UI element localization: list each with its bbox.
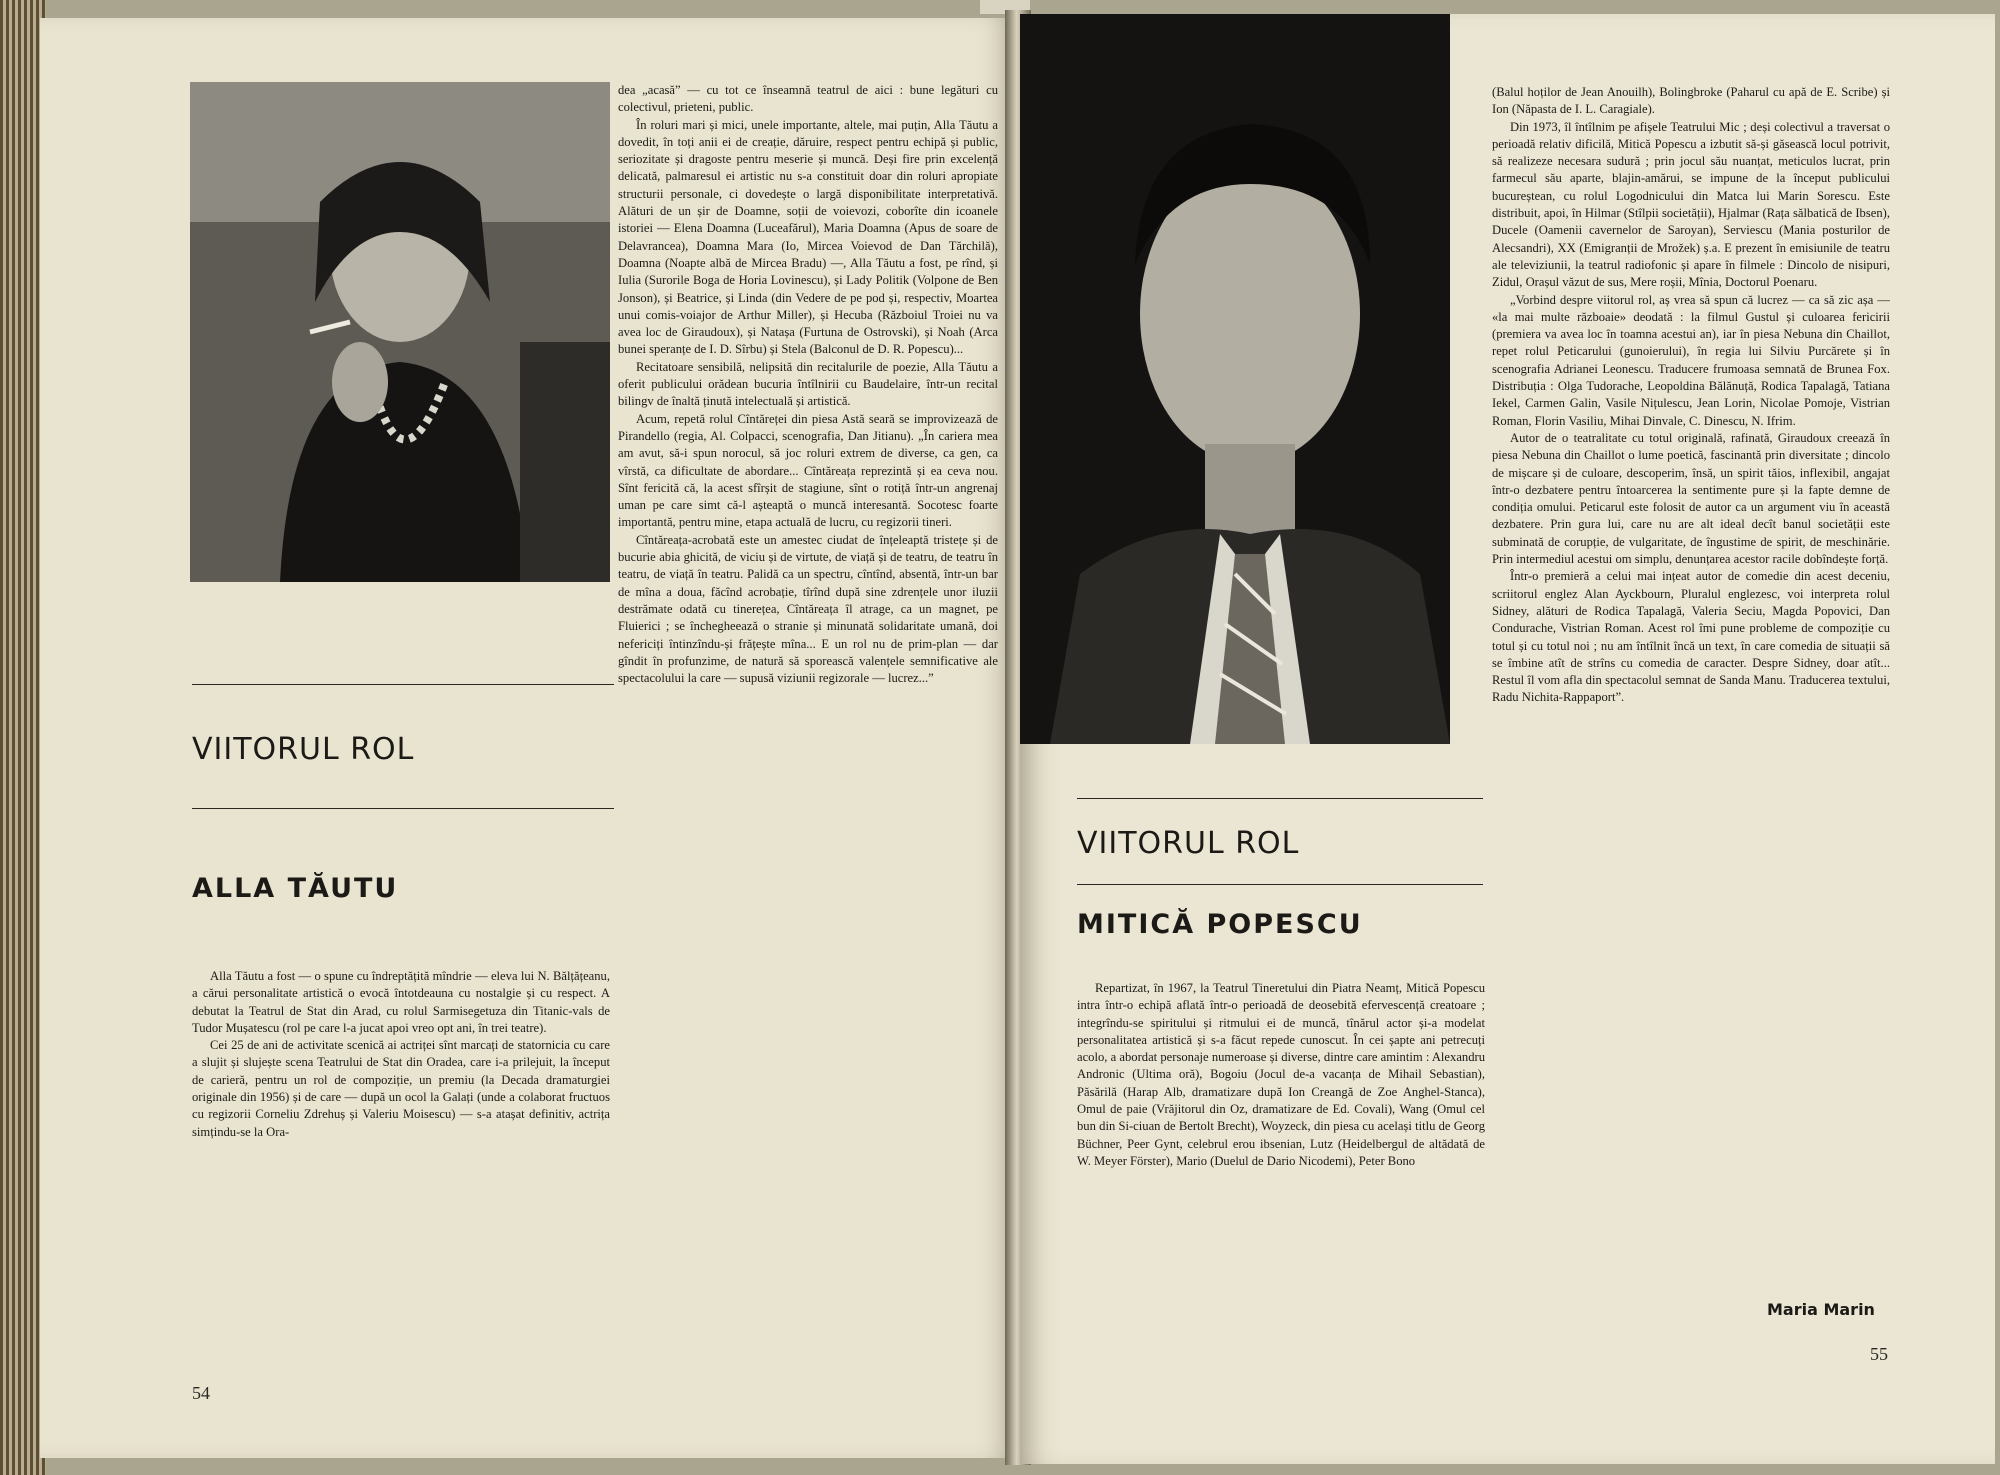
paragraph: Cei 25 de ani de activitate scenică ai actriței sînt marcați de statornicia cu care a slujit și slujește scena Teatrului de Stat din Oradea, care i-a prilejuit, la început de carieră, pentru un rol de compoziție, un premiu (la Decada dramaturgiei originale din 1956) și de care — după un ocol la Galați (unde a colaborat fructuos cu regizorii Corneliu Zdrehuș și Valeriu Moisescu) — s-a atașat definitiv, actrița simțindu-se la Ora- — [192, 1038, 610, 1139]
paragraph: Cîntăreața-acrobată este un amestec ciudat de înțeleaptă tristețe și de bucurie abia ghicită, de viciu și de virtute, de viață și de teatru, de teatru în teatru, de viață în teatru. Palidă ca un spectru, cîntînd, absentă, într-un bar de mîna a doua, făcînd acrobație, tîrînd după sine zdrențele unor iluzii destrămate odată cu tinerețea, Cîntăreața îl atrage, ca un magnet, pe Fluierici ; se închegheează o stranie și minunată solidaritate umană, doi nefericiți întinzîndu-și frățește mîna... E un rol nu de prim-plan — dar gîndit în profunzime, de natură să sporească valențele semnificative ale spectacolului la care — supusă viziunii regizorale — lucrez...” — [618, 532, 998, 686]
paragraph: În roluri mari și mici, unele importante, altele, mai puțin, Alla Tăutu a dovedit, în toți anii ei de creație, dăruire, respect pentru echipă și public, seriozitate și dragoste pentru meserie și muncă. Deși fire prin excelență delicată, palmaresul ei artistic nu s-a constituit doar din roluri apropiate structurii personale, ci dovedește o largă disponibilitate interpretativă. Alături de un șir de Doamne, soții de voievozi, coborîte din icoanele istoriei — Elena Doamna (Luceafărul), Maria Doamna (Apus de soare de Delavrancea), Doamna Mara (Io, Mircea Voievod de Dan Tărchilă), Doamna (Noapte albă de Mircea Bradu) —, Alla Tăutu a fost, pe rînd, și Iulia (Surorile Boga de Horia Lovinescu), și Lady Politik (Volpone de Ben Jonson), și Beatrice, și Linda (din Vedere de pe pod și, respectiv, Moartea unui comis-voiajor de Arthur Miller), și Hecuba (Războiul Troiei nu va avea loc de Giraudoux), și Natașa (Furtuna de Ostrovski), și Noah (Arca bunei speranțe de I. D. Sîrbu) și Stela (Balconul de D. R. Popescu)... — [618, 117, 998, 357]
paragraph: (Balul hoților de Jean Anouilh), Bolingbroke (Paharul cu apă de E. Scribe) și Ion (Năpasta de I. L. Caragiale). — [1492, 85, 1890, 117]
paragraph: Repartizat, în 1967, la Teatrul Tineretului din Piatra Neamț, Mitică Popescu intra într-o echipă aflată într-o perioadă de deosebită efervescență creatoare ; integrîndu-se spiritului și ritmului ei de muncă, tînărul actor și-a modelat personalitatea artistică și s-a făcut repede cunoscut. În cei șapte ani petrecuți acolo, a abordat personaje numeroase și diverse, dintre care amintim : Alexandru Andronic (Ultima oră), Bogoiu (Jocul de-a vacanța de Mihail Sebastian), Păsărilă (Harap Alb, dramatizare după Ion Creangă de Zoe Anghel-Stanca), Omul de paie (Vrăjitorul din Oz, dramatizare de Ed. Covali), Wang (Omul cel bun din Si-ciuan de Bertolt Brecht), Woyzeck, din piesa cu același titlu de Georg Büchner, Peer Gynt, celebrul erou ibsenian, Lutz (Heidelbergul de altădată de W. Meyer Förster), Mario (Duelul de Dario Nicodemi), Peter Bono — [1077, 981, 1485, 1168]
actor-name: MITICĂ POPESCU — [1077, 909, 1363, 940]
paragraph: Într-o premieră a celui mai ințeat autor de comedie din acest deceniu, scriitorul englez Alan Ayckbourn, Pluralul englezesc, voi interpreta rolul Sidney, alături de Rodica Tapalagă, Valeria Seciu, Magda Popovici, Dan Condurache, Vistrian Roman. Acest rol îmi pune probleme de compoziție cu totul și cu totul noi ; nu am întîlnit încă un text, în care comedia de situații să se îmbine atît de strîns cu comedia de caracter. Despre Sidney, doar atît... Restul îl vom afla din spectacolul semnat de Sanda Manu. Traducerea textului, Radu Nichita-Rappaport”. — [1492, 569, 1890, 705]
paragraph: Acum, repetă rolul Cîntăreței din piesa Astă seară se improvizează de Pirandello (regia, Al. Colpacci, scenografia, Dan Jitianu). „În cariera mea am avut, să-i spun norocul, să joc roluri extrem de diverse, ca gen, ca vîrstă, ca dificultate de abordare... Cîntăreața reprezintă și ea ceva nou. Sînt fericită că, la acest sfîrșit de stagiune, sînt o rotiță într-un angrenaj uman pe care simt că-l așteaptă o muncă interesantă. Socotesc foarte importantă, pentru mine, etapa actuală de lucru, cu regizorii tineri. — [618, 411, 998, 530]
right-page — [1020, 14, 1995, 1464]
photo-image — [1020, 14, 1450, 744]
article-column-2 — [1492, 84, 1890, 1259]
actor-name: ALLA TĂUTU — [192, 873, 399, 904]
divider — [192, 684, 614, 685]
page-number: 55 — [1870, 1344, 1888, 1364]
article-column-1 — [192, 968, 610, 1358]
portrait-photo-woman-smoking — [190, 82, 610, 582]
paragraph: Autor de o teatralitate cu totul originală, rafinată, Giraudoux creează în piesa Nebuna din Chaillot o lume poetică, fascinantă prin diversitate ; dincolo de mișcare și de culoare, descoperim, însă, un spirit tăios, inflexibil, angajat într-o dezbatere pentru întoarcerea la sentimente pure și la fapte demne de condiția omului. Peticarul este folosit de autor ca un argument viu în această dezbatere. Prin gura lui, care nu are alt ideal decît banul societății este subminată de corupție, de vulgaritate, de îngustime de spirit, de meschinărie. Prin intermediul acestui om simplu, denunțarea acestor racile dobîndește forță. — [1492, 430, 1890, 567]
paragraph: Din 1973, îl întîlnim pe afișele Teatrului Mic ; deși colectivul a traversat o perioadă relativ dificilă, Mitică Popescu a izbutit să-și găsească locul potrivit, să realizeze necesara sudură ; prin jocul său nuanțat, meticulos lucrat, prin farmecul său aparte, blajin-amărui, se impune de la început publicului bucureștean, cu rolul Logodnicului din Matca lui Marin Sorescu. Este distribuit, apoi, în Hilmar (Stîlpii societății), Hjalmar (Rața sălbatică de Ibsen), Ducele (Oamenii cavernelor de Saroyan), Serviescu (Mania posturilor de Alecsandri), XX (Emigranții de Mrožek) ș.a. E prezent în emisiunile de teatru ale televiziunii, la teatrul radiofonic și apare în filmele : Dincolo de nisipuri, Zidul, Orașul văzut de sus, Mere roșii, Mînia, Doctorul Poenaru. — [1492, 119, 1890, 290]
paragraph: Alla Tăutu a fost — o spune cu îndreptățită mîndrie — eleva lui N. Bălțățeanu, a cărui personalitate artistică o evocă întotdeauna cu nostalgie și cu respect. A debutat la Teatrul de Stat din Arad, cu rolul Sarmisegetuza din Titanic-vals de Tudor Mușatescu (rol pe care l-a jucat apoi vreo opt ani, în trei teatre). — [192, 969, 610, 1035]
divider — [1077, 884, 1483, 885]
section-label: VIITORUL ROL — [192, 732, 415, 767]
page-number: 54 — [192, 1383, 210, 1403]
divider — [1077, 798, 1483, 799]
divider — [192, 808, 614, 809]
author-signature: Maria Marin — [1767, 1300, 1875, 1319]
photo-image — [190, 82, 610, 582]
article-column-2 — [618, 82, 998, 1366]
left-page — [40, 18, 1015, 1458]
section-label: VIITORUL ROL — [1077, 826, 1300, 861]
portrait-photo-man-suit-tie — [1020, 14, 1450, 744]
paragraph: „Vorbind despre viitorul rol, aș vrea să spun că lucrez — ca să zic așa — «la mai multe războaie» deodată : la filmul Gustul și culoarea fericirii (premiera va avea loc în toamna acestui an), iar în piesa Nebuna din Chaillot, repet rolul Peticarului (gunoierului), în regia lui Silviu Purcărete și în scenografia Adrianei Leonescu. Traducere frumoasa semnată de Brunea Fox. Distribuția : Olga Tudorache, Leopoldina Bălănuță, Rodica Tapalagă, Tatiana Iekel, Carmen Galin, Vasile Nițulescu, Jean Lorin, Nicolae Pomoje, Vistrian Roman, Florin Vasiliu, Mihai Dinvale, C. Dinescu, N. Ifrim. — [1492, 292, 1890, 428]
article-column-1 — [1077, 980, 1485, 1358]
paragraph: Recitatoare sensibilă, nelipsită din recitalurile de poezie, Alla Tăutu a oferit publicului orădean bucuria întîlnirii cu Baudelaire, într-un recital bilingv de înaltă ținută intelectuală și artistică. — [618, 359, 998, 409]
paragraph: dea „acasă” — cu tot ce înseamnă teatrul de aici : bune legături cu colectivul, prieteni, public. — [618, 83, 998, 115]
